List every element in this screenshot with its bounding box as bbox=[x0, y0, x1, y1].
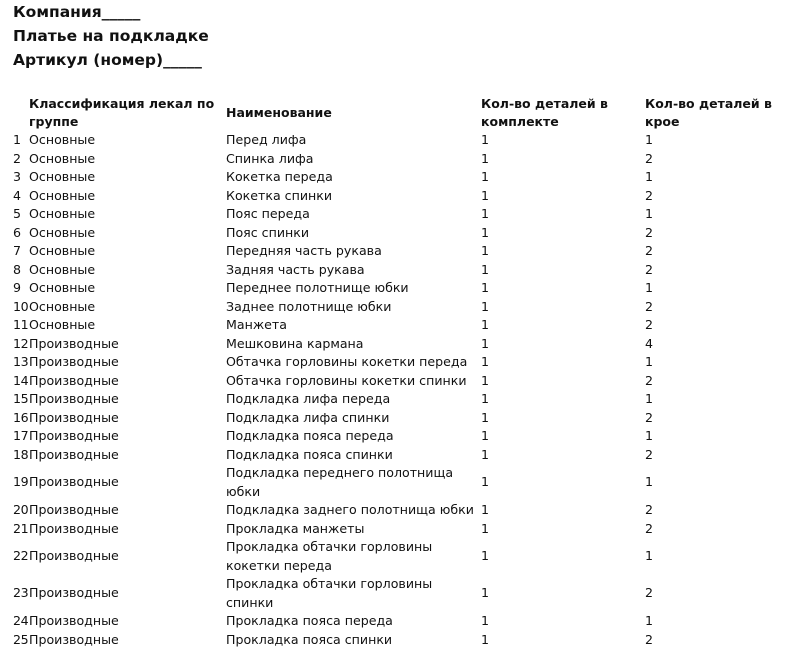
row-in-cut: 2 bbox=[645, 446, 654, 462]
row-in-set: 1 bbox=[481, 169, 490, 184]
row-in-cut: 4 bbox=[645, 335, 654, 351]
row-in-set: 1 bbox=[481, 224, 490, 240]
row-in-cut: 1 bbox=[645, 474, 654, 490]
row-in-set: 1 bbox=[481, 474, 490, 490]
row-name: Перед лифа bbox=[226, 132, 307, 147]
row-name: Пояс переда bbox=[226, 206, 310, 221]
row-in-set: 1 bbox=[481, 132, 490, 147]
row-group: Основные bbox=[29, 132, 96, 147]
row-in-cut: 2 bbox=[645, 502, 654, 517]
table-body bbox=[11, 131, 786, 649]
table-row bbox=[11, 261, 786, 280]
row-name: Пояс спинки bbox=[226, 224, 310, 240]
row-in-set: 1 bbox=[481, 391, 490, 406]
row-in-cut: 2 bbox=[645, 520, 654, 536]
row-name: Подкладка лифа переда bbox=[226, 391, 391, 406]
row-in-set: 1 bbox=[481, 409, 490, 425]
row-group: Производные bbox=[29, 585, 119, 601]
row-in-cut: 1 bbox=[645, 169, 654, 184]
article-line: Артикул (номер)_____ bbox=[13, 51, 202, 69]
row-group: Основные bbox=[29, 298, 96, 314]
row-in-cut: 1 bbox=[645, 132, 654, 147]
row-name: Обтачка горловины кокетки переда bbox=[226, 354, 468, 369]
row-in-set: 1 bbox=[481, 428, 490, 443]
row-in-set: 1 bbox=[481, 548, 490, 564]
row-name: Прокладка обтачки горловины кокетки переда bbox=[226, 539, 433, 573]
row-in-set: 1 bbox=[481, 354, 490, 369]
table-row bbox=[11, 501, 786, 520]
row-name: Подкладка лифа спинки bbox=[226, 409, 390, 425]
table-row bbox=[11, 446, 786, 465]
row-in-set: 1 bbox=[481, 613, 490, 628]
row-in-cut: 1 bbox=[645, 548, 654, 564]
table-row bbox=[11, 279, 786, 298]
row-in-cut: 2 bbox=[645, 187, 654, 203]
column-header-number bbox=[11, 93, 27, 131]
row-number: 19 bbox=[13, 474, 29, 490]
row-group: Производные bbox=[29, 354, 119, 369]
table-row bbox=[11, 353, 786, 372]
row-number: 22 bbox=[13, 548, 29, 564]
row-in-set: 1 bbox=[481, 280, 490, 295]
column-header-classification: Классификация лекал по группе bbox=[29, 95, 215, 129]
row-number: 6 bbox=[13, 224, 21, 240]
row-in-cut: 1 bbox=[645, 613, 654, 628]
row-in-cut: 1 bbox=[645, 354, 654, 369]
row-name: Манжета bbox=[226, 317, 287, 332]
table-row bbox=[11, 520, 786, 539]
row-in-set: 1 bbox=[481, 206, 490, 221]
table-row bbox=[11, 205, 786, 224]
column-header-name: Наименование bbox=[226, 104, 332, 120]
row-number: 23 bbox=[13, 585, 29, 601]
row-number: 16 bbox=[13, 409, 29, 425]
row-name: Прокладка обтачки горловины спинки bbox=[226, 576, 433, 610]
row-group: Производные bbox=[29, 335, 119, 351]
row-in-cut: 2 bbox=[645, 150, 654, 166]
table-row bbox=[11, 187, 786, 206]
row-name: Заднее полотнище юбки bbox=[226, 298, 392, 314]
row-number: 15 bbox=[13, 391, 29, 406]
row-number: 13 bbox=[13, 354, 29, 369]
row-name: Задняя часть рукава bbox=[226, 261, 365, 277]
table-row bbox=[11, 464, 786, 501]
row-group: Основные bbox=[29, 206, 96, 221]
document-header bbox=[13, 0, 209, 72]
row-name: Мешковина кармана bbox=[226, 335, 364, 351]
row-number: 14 bbox=[13, 372, 29, 388]
row-group: Производные bbox=[29, 446, 119, 462]
row-name: Подкладка переднего полотнища юбки bbox=[226, 465, 454, 499]
row-group: Основные bbox=[29, 317, 96, 332]
row-group: Производные bbox=[29, 474, 119, 490]
row-number: 24 bbox=[13, 613, 29, 628]
row-in-set: 1 bbox=[481, 446, 490, 462]
row-in-cut: 2 bbox=[645, 631, 654, 647]
row-in-set: 1 bbox=[481, 243, 490, 258]
row-in-cut: 1 bbox=[645, 206, 654, 221]
row-group: Производные bbox=[29, 428, 119, 443]
table-row bbox=[11, 390, 786, 409]
table-header-row bbox=[11, 93, 786, 131]
row-number: 11 bbox=[13, 317, 29, 332]
column-header-in-set: Кол-во деталей в комплекте bbox=[481, 95, 608, 129]
table-row bbox=[11, 298, 786, 317]
table-row bbox=[11, 538, 786, 575]
row-group: Основные bbox=[29, 187, 96, 203]
table-row bbox=[11, 168, 786, 187]
row-in-set: 1 bbox=[481, 317, 490, 332]
row-number: 10 bbox=[13, 298, 29, 314]
row-in-set: 1 bbox=[481, 520, 490, 536]
table-row bbox=[11, 316, 786, 335]
row-name: Подкладка пояса переда bbox=[226, 428, 394, 443]
row-group: Основные bbox=[29, 280, 96, 295]
row-in-set: 1 bbox=[481, 187, 490, 203]
column-header-in-cut: Кол-во деталей в крое bbox=[645, 95, 772, 129]
table-row bbox=[11, 372, 786, 391]
row-name: Переднее полотнище юбки bbox=[226, 280, 409, 295]
row-name: Подкладка заднего полотнища юбки bbox=[226, 502, 474, 517]
row-number: 9 bbox=[13, 280, 21, 295]
row-group: Основные bbox=[29, 261, 96, 277]
row-in-cut: 2 bbox=[645, 243, 654, 258]
row-in-cut: 1 bbox=[645, 391, 654, 406]
row-name: Подкладка пояса спинки bbox=[226, 446, 393, 462]
row-in-set: 1 bbox=[481, 261, 490, 277]
row-group: Производные bbox=[29, 613, 119, 628]
row-number: 7 bbox=[13, 243, 21, 258]
table-row bbox=[11, 409, 786, 428]
row-group: Производные bbox=[29, 631, 119, 647]
row-name: Прокладка манжеты bbox=[226, 520, 365, 536]
row-number: 21 bbox=[13, 520, 29, 536]
row-in-cut: 2 bbox=[645, 317, 654, 332]
row-name: Прокладка пояса спинки bbox=[226, 631, 393, 647]
row-group: Основные bbox=[29, 243, 96, 258]
row-in-cut: 2 bbox=[645, 585, 654, 601]
row-number: 17 bbox=[13, 428, 29, 443]
row-group: Производные bbox=[29, 548, 119, 564]
row-number: 3 bbox=[13, 169, 21, 184]
row-name: Прокладка пояса переда bbox=[226, 613, 393, 628]
row-name: Передняя часть рукава bbox=[226, 243, 382, 258]
row-in-set: 1 bbox=[481, 298, 490, 314]
table-row bbox=[11, 575, 786, 612]
row-group: Основные bbox=[29, 150, 96, 166]
row-in-set: 1 bbox=[481, 631, 490, 647]
row-in-cut: 1 bbox=[645, 428, 654, 443]
row-number: 1 bbox=[13, 132, 21, 147]
row-name: Обтачка горловины кокетки спинки bbox=[226, 372, 467, 388]
row-number: 2 bbox=[13, 150, 21, 166]
row-number: 25 bbox=[13, 631, 29, 647]
row-number: 18 bbox=[13, 446, 29, 462]
row-in-cut: 2 bbox=[645, 372, 654, 388]
row-name: Кокетка переда bbox=[226, 169, 333, 184]
row-group: Производные bbox=[29, 391, 119, 406]
row-group: Основные bbox=[29, 224, 96, 240]
row-in-set: 1 bbox=[481, 372, 490, 388]
row-in-cut: 2 bbox=[645, 409, 654, 425]
table-row bbox=[11, 427, 786, 446]
pattern-pieces-table bbox=[11, 93, 786, 649]
table-row bbox=[11, 224, 786, 243]
row-in-set: 1 bbox=[481, 585, 490, 601]
row-number: 5 bbox=[13, 206, 21, 221]
row-group: Производные bbox=[29, 502, 119, 517]
table-row bbox=[11, 242, 786, 261]
row-number: 4 bbox=[13, 187, 21, 203]
table-row bbox=[11, 150, 786, 169]
row-name: Кокетка спинки bbox=[226, 187, 333, 203]
row-in-set: 1 bbox=[481, 150, 490, 166]
row-group: Производные bbox=[29, 372, 119, 388]
product-title: Платье на подкладке bbox=[13, 27, 209, 45]
row-in-set: 1 bbox=[481, 335, 490, 351]
row-group: Производные bbox=[29, 520, 119, 536]
row-in-cut: 2 bbox=[645, 298, 654, 314]
row-number: 20 bbox=[13, 502, 29, 517]
table-row bbox=[11, 131, 786, 150]
table-row bbox=[11, 335, 786, 354]
table-row bbox=[11, 612, 786, 631]
table-row bbox=[11, 631, 786, 650]
row-number: 8 bbox=[13, 261, 21, 277]
row-in-cut: 1 bbox=[645, 280, 654, 295]
company-line: Компания_____ bbox=[13, 3, 141, 21]
row-in-cut: 2 bbox=[645, 261, 654, 277]
row-in-set: 1 bbox=[481, 502, 490, 517]
row-name: Спинка лифа bbox=[226, 150, 314, 166]
row-group: Производные bbox=[29, 409, 119, 425]
row-number: 12 bbox=[13, 335, 29, 351]
row-in-cut: 2 bbox=[645, 224, 654, 240]
row-group: Основные bbox=[29, 169, 96, 184]
